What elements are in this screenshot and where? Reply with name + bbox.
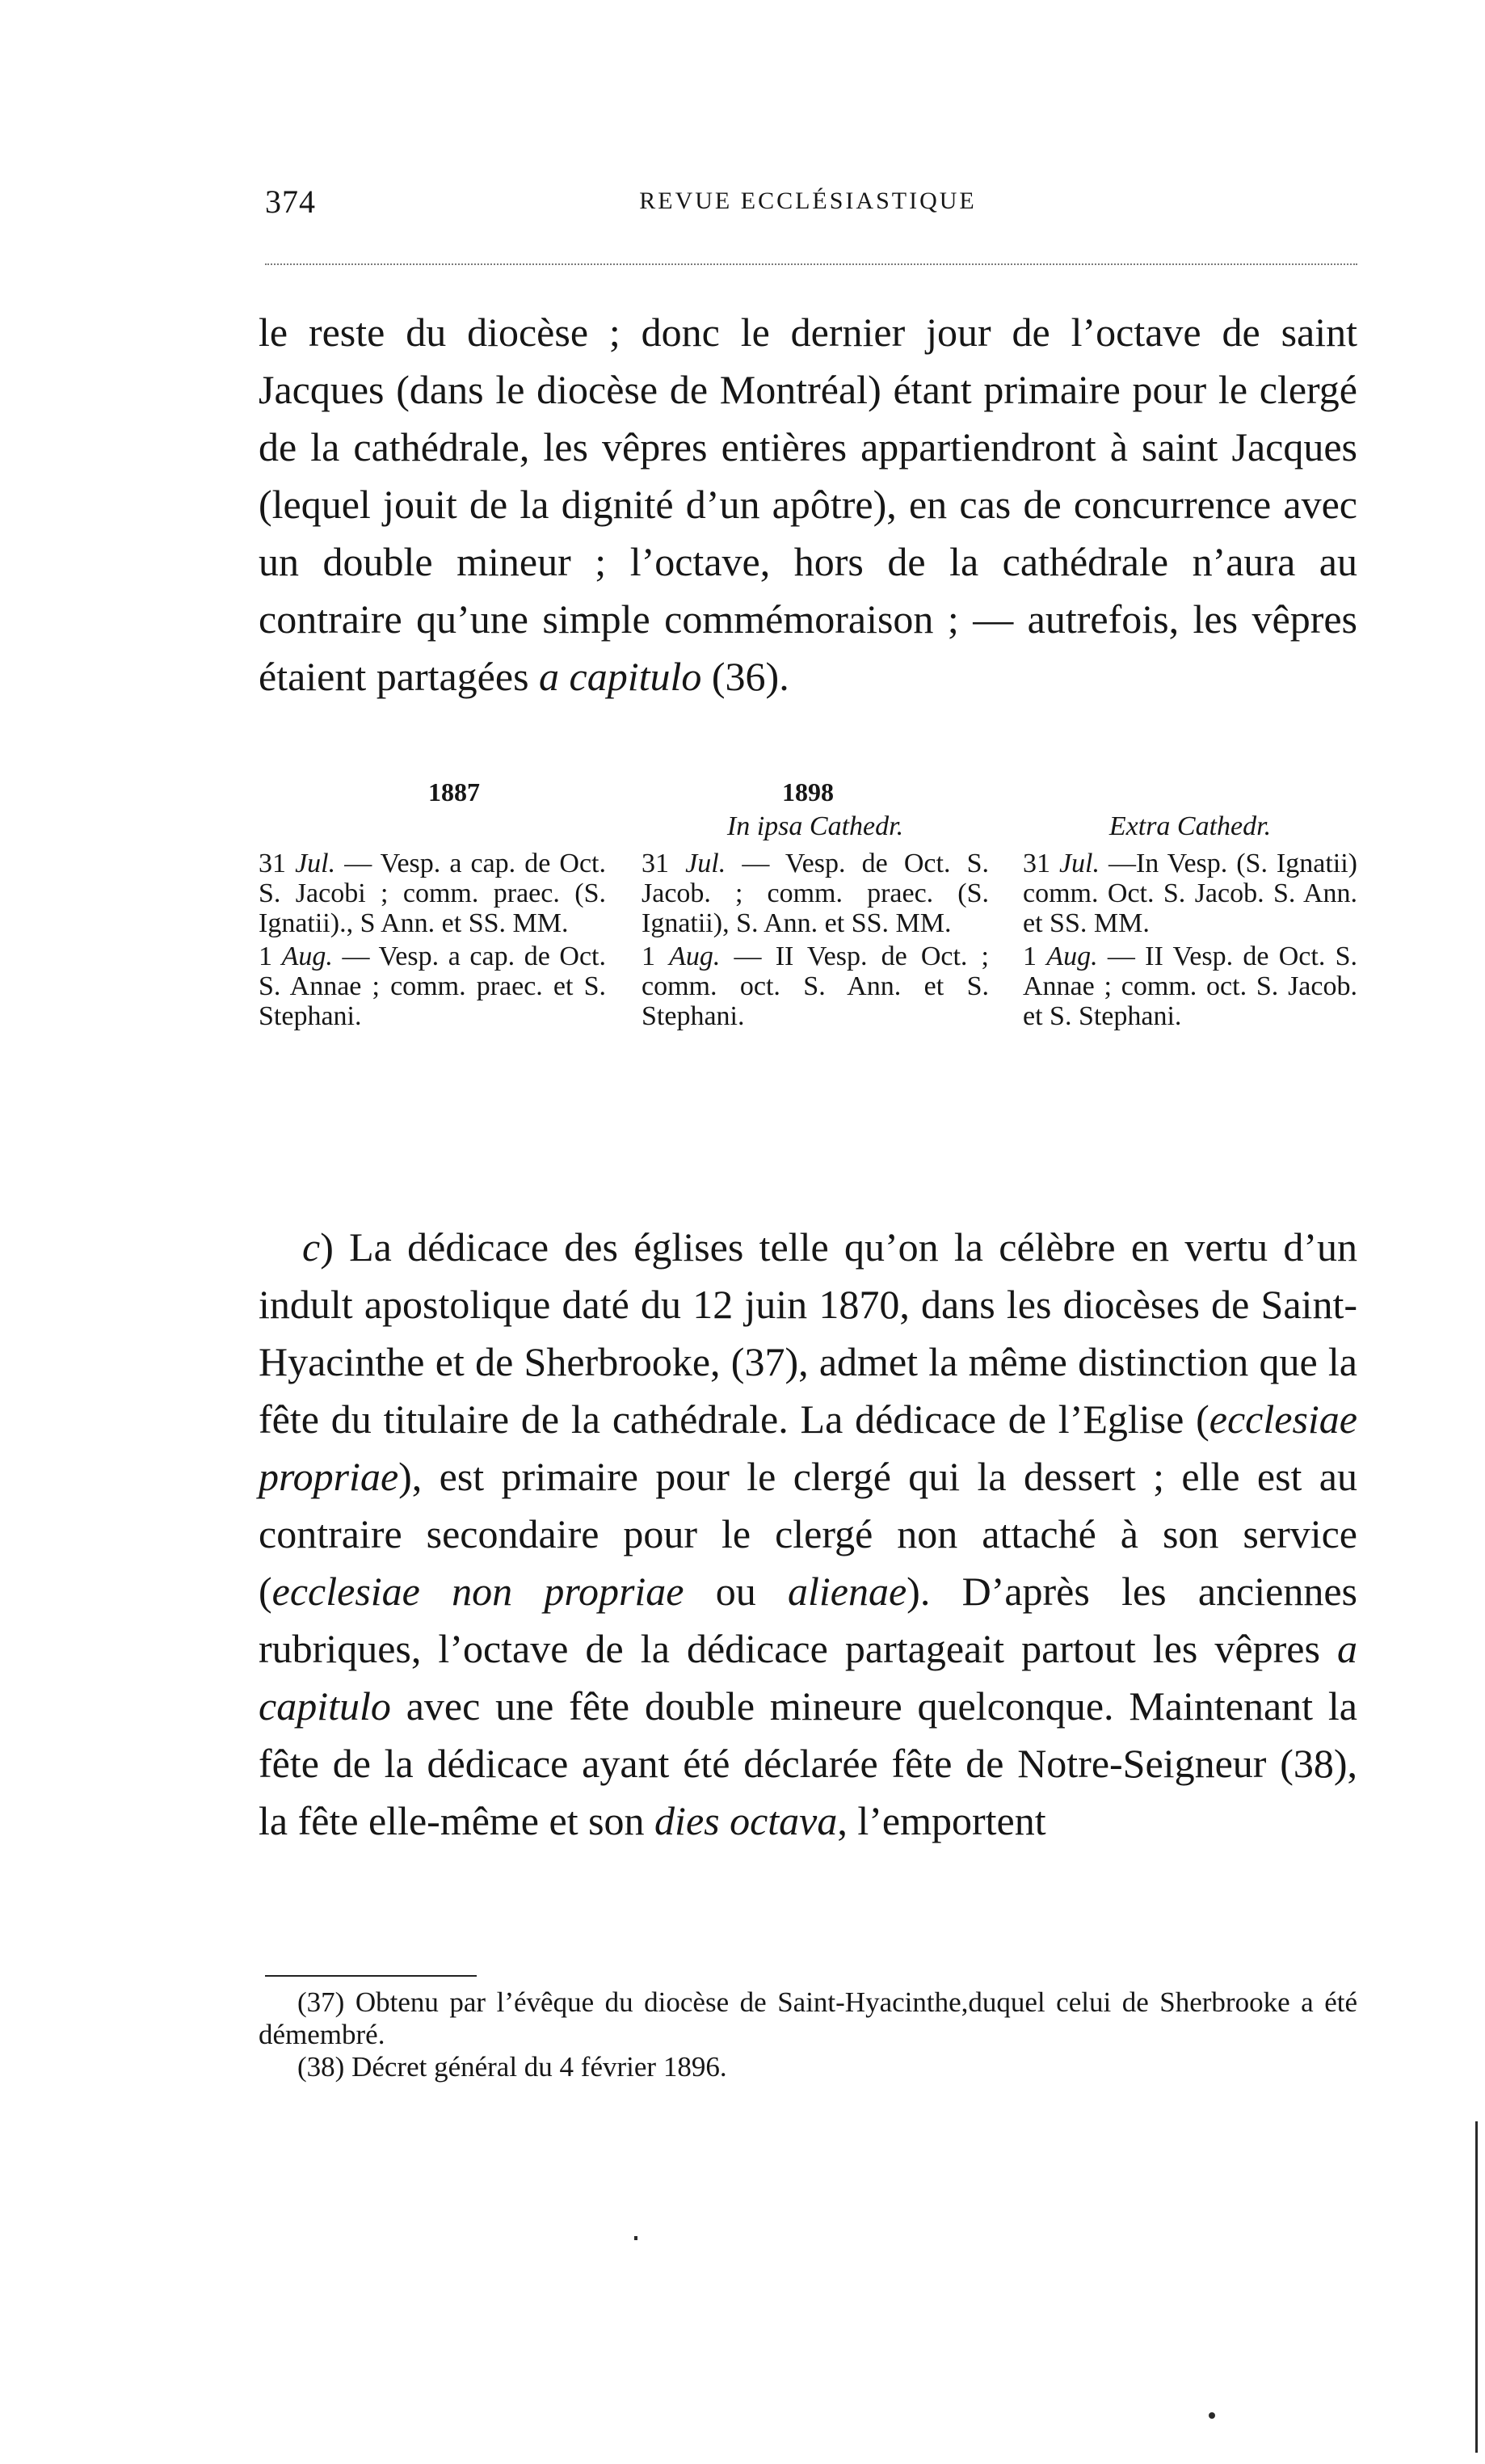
entry-text: —In Vesp. (S. Ignatii) comm. Oct. S. Jacob. S. Ann. et SS. MM. xyxy=(1023,849,1357,938)
entry-month: Aug. xyxy=(281,941,333,971)
italic-phrase: a capitulo xyxy=(259,1626,1357,1729)
text-run: avec une fête double mineure quelconque. Maintenant la fête de la dédicace ayant été déclarée fête de Notre-Seigneur (38), la fête elle-même et son xyxy=(259,1683,1357,1843)
section-label: c xyxy=(302,1224,321,1270)
entry-month: Aug. xyxy=(669,941,721,971)
ordo-entry xyxy=(1023,849,1357,938)
entry-text: — II Vesp. de Oct. S. Annae ; comm. oct. S. Jacob. et S. Stephani. xyxy=(1023,941,1358,1031)
italic-phrase: dies octava xyxy=(654,1798,838,1843)
text-run: ), est primaire pour le clergé qui la dessert ; elle est au contraire secondaire pour le clergé non attaché à son service ( xyxy=(259,1454,1357,1614)
header-rule xyxy=(265,263,1357,265)
text-run: le reste du diocèse ; donc le dernier jour de l’octave de saint Jacques (dans le diocèse de Montréal) étant primaire pour le clergé de la cathédrale, les vêpres entières appartiendront à saint Jacques (lequel jouit de la dignité d’un apôtre), en cas de concurrence avec un double mineur ; l’octave, hors de la cathédrale n’aura au contraire qu’une simple commémoraison ; — autrefois, les vêpres étaient partagées xyxy=(259,310,1357,699)
year-1898: 1898 xyxy=(782,777,834,807)
paragraph-dedicace xyxy=(259,1219,1357,1850)
footnote-text: Obtenu par l’évêque du diocèse de Saint-Hyacinthe,duquel celui de Sherbrooke a été démembré. xyxy=(259,1986,1357,2050)
entry-day: 31 xyxy=(642,849,669,878)
text-run: ou xyxy=(684,1569,788,1614)
ordo-column-extra-cathedr xyxy=(1023,805,1357,1034)
text-run: ). D’après les anciennes rubriques, l’octave de la dédicace partageait partout les vêpres xyxy=(259,1569,1357,1671)
entry-month: Aug. xyxy=(1046,941,1098,971)
footnote-rule xyxy=(265,1975,477,1977)
column-heading xyxy=(259,805,606,849)
scan-speck xyxy=(1209,2412,1215,2419)
entry-text: — Vesp. de Oct. S. Jacob. ; comm. praec. (S. Ignatii), S. Ann. et SS. MM. xyxy=(642,849,990,938)
entry-month: Jul. xyxy=(1058,849,1100,878)
entry-day: 1 xyxy=(642,941,655,971)
ordo-entry xyxy=(642,849,989,938)
ordo-entry xyxy=(1023,941,1357,1031)
italic-phrase: ecclesiae non propriae xyxy=(271,1569,684,1614)
column-heading: Extra Cathedr. xyxy=(1108,811,1272,841)
entry-text: — II Vesp. de Oct. ; comm. oct. S. Ann. et S. Stephani. xyxy=(642,941,990,1031)
page-number: 374 xyxy=(265,183,316,220)
paragraph-top xyxy=(259,304,1357,706)
footnote-marker: (37) xyxy=(297,1986,345,2018)
running-title: REVUE ECCLÉSIASTIQUE xyxy=(639,187,977,214)
ordo-entry xyxy=(259,849,606,938)
entry-day: 31 xyxy=(259,849,286,878)
ordo-column-in-ipsa-cathedr xyxy=(642,805,989,1034)
entry-month: Jul. xyxy=(685,849,726,878)
entry-day: 1 xyxy=(1023,941,1037,971)
entry-day: 31 xyxy=(1023,849,1050,878)
italic-phrase: ecclesiae propriae xyxy=(259,1396,1357,1499)
scan-edge-mark xyxy=(1475,2121,1478,2453)
year-1887: 1887 xyxy=(428,777,480,807)
entry-month: Jul. xyxy=(295,849,336,878)
footnote-marker: (38) xyxy=(297,2051,345,2083)
ordo-table xyxy=(259,805,1357,1193)
footnote-ref: (36). xyxy=(701,654,789,699)
italic-phrase: alienae xyxy=(788,1569,907,1614)
entry-day: 1 xyxy=(259,941,272,971)
entry-text: — Vesp. a cap. de Oct. S. Annae ; comm. praec. et S. Stephani. xyxy=(259,941,606,1031)
italic-phrase: a capitulo xyxy=(539,654,702,699)
paragraph-text xyxy=(259,1219,1357,1850)
ordo-column-1887 xyxy=(259,805,606,1034)
ordo-entry xyxy=(642,941,989,1031)
footnotes xyxy=(259,1986,1357,2083)
scan-speck xyxy=(634,2236,637,2240)
footnote-37 xyxy=(259,1986,1357,2051)
text-run: ) La dédicace des églises telle qu’on la célèbre en vertu d’un indult apostolique daté du 12 juin 1870, dans les diocèses de Saint-Hyacinthe et de Sherbrooke, (37), admet la même distinction que la fête du titulaire de la cathédrale. La dédicace de l’Eglise ( xyxy=(259,1224,1357,1442)
ordo-entry xyxy=(259,941,606,1031)
footnote-38 xyxy=(259,2051,1357,2083)
book-page xyxy=(259,0,1357,2464)
text-run: , l’emportent xyxy=(837,1798,1046,1843)
page-header xyxy=(259,183,1357,231)
paragraph-text xyxy=(259,304,1357,706)
footnote-text: Décret général du 4 février 1896. xyxy=(344,2051,727,2083)
entry-text: — Vesp. a cap. de Oct. S. Jacobi ; comm. praec. (S. Ignatii)., S Ann. et SS. MM. xyxy=(259,849,607,938)
column-heading: In ipsa Cathedr. xyxy=(726,811,904,841)
